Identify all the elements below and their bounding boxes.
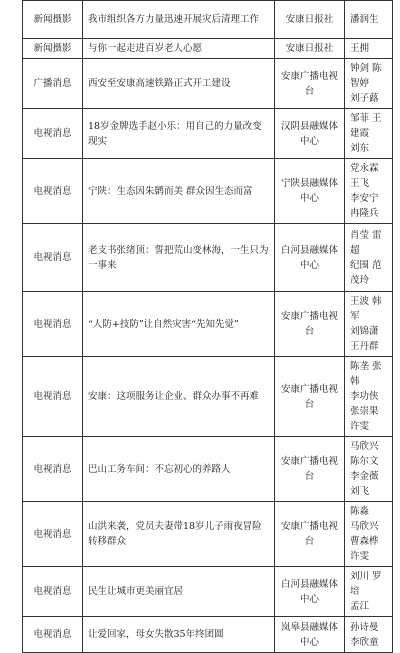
title-cell: “人防+技防”让自然灾害“先知先觉” (83, 292, 275, 357)
author-name: 李安宁 (350, 193, 379, 204)
category-cell: 电视消息 (23, 224, 83, 292)
unit-cell: 岚皋县融媒体中心 (275, 617, 345, 653)
author-name: 刘锦潇 (350, 326, 379, 337)
author-cell (345, 1, 393, 39)
category-cell: 电视消息 (23, 357, 83, 437)
title-cell: 与你一起走进百岁老人心愿 (83, 39, 275, 59)
author-name: 许雯 (350, 551, 370, 562)
category-cell: 电视消息 (23, 617, 83, 653)
category-cell: 电视消息 (23, 159, 83, 224)
author-name: 马欣兴 (350, 441, 379, 452)
author-name: 刘子蕗 (350, 93, 379, 104)
category-cell: 电视消息 (23, 437, 83, 502)
author-cell (345, 224, 393, 292)
author-cell (345, 617, 393, 653)
table-row (23, 159, 393, 224)
category-cell: 广播消息 (23, 59, 83, 109)
award-table (22, 0, 393, 653)
author-name: 曹森桦 (350, 536, 379, 547)
author-cell (345, 567, 393, 617)
unit-cell: 安康日报社 (275, 39, 345, 59)
author-name: 李金薇 (350, 471, 379, 482)
table-row (23, 292, 393, 357)
author-cell (345, 502, 393, 567)
author-cell (345, 159, 393, 224)
title-cell: 西安至安康高速铁路正式开工建设 (83, 59, 275, 109)
table-row (23, 224, 393, 292)
table-row (23, 109, 393, 159)
author-name: 刘川 罗培 (350, 571, 382, 597)
author-name: 肖莹 雷超 (350, 229, 382, 256)
title-cell: 我市组织各方力量迅速开展灾后清理工作 (83, 1, 275, 39)
category-cell: 电视消息 (23, 502, 83, 567)
author-name: 邹菲 王建霞 (350, 113, 382, 139)
table-row (23, 1, 393, 39)
author-cell (345, 437, 393, 502)
author-name: 王丹群 (350, 341, 379, 352)
title-cell: 让爱回家，母女失散35年终团圆 (83, 617, 275, 653)
category-cell: 电视消息 (23, 567, 83, 617)
unit-cell: 安康广播电视台 (275, 437, 345, 502)
unit-cell: 安康广播电视台 (275, 292, 345, 357)
author-cell (345, 109, 393, 159)
title-cell: 山洪来袭，党员夫妻带18岁儿子雨夜冒险转移群众 (83, 502, 275, 567)
table-row (23, 567, 393, 617)
author-name: 孙诗曼 (350, 621, 379, 633)
author-name: 王飞 (350, 178, 370, 189)
title-cell: 老支书张绪顶：誓把荒山变林海，一生只为一事来 (83, 224, 275, 292)
table-row (23, 502, 393, 567)
author-name: 钟剑 陈智婷 (350, 63, 382, 89)
table-row (23, 39, 393, 59)
author-name: 冉隆兵 (350, 208, 379, 219)
unit-cell: 安康广播电视台 (275, 357, 345, 437)
author-cell (345, 59, 393, 109)
table-row (23, 59, 393, 109)
unit-cell: 汉阴县融媒体中心 (275, 109, 345, 159)
unit-cell: 白河县融媒体中心 (275, 224, 345, 292)
author-cell (345, 292, 393, 357)
author-name: 李欣童 (350, 636, 379, 648)
title-cell: 安康：这项服务让企业、群众办事不再难 (83, 357, 275, 437)
author-name: 王波 韩军 (350, 296, 382, 322)
author-name: 潘润生 (350, 14, 379, 25)
unit-cell: 安康日报社 (275, 1, 345, 39)
category-cell: 电视消息 (23, 292, 83, 357)
author-cell (345, 39, 393, 59)
category-cell: 新闻摄影 (23, 39, 83, 59)
title-cell: 18岁金牌选手赵小乐：用自己的力量改变现实 (83, 109, 275, 159)
title-cell: 宁陕：生态因朱鹮而美 群众因生态而富 (83, 159, 275, 224)
unit-cell: 安康广播电视台 (275, 502, 345, 567)
table-row (23, 357, 393, 437)
author-name: 李功侠 (350, 391, 379, 402)
author-name: 陈垄 张韩 (350, 361, 382, 387)
title-cell: 巴山工务车间：不忘初心的养路人 (83, 437, 275, 502)
author-name: 党永霖 (350, 163, 379, 174)
author-name: 刘东 (350, 143, 370, 154)
author-name: 陈尔文 (350, 456, 379, 467)
author-cell (345, 357, 393, 437)
title-cell: 民生让城市更美丽宜居 (83, 567, 275, 617)
unit-cell: 宁陕县融媒体中心 (275, 159, 345, 224)
unit-cell: 安康广播电视台 (275, 59, 345, 109)
author-name: 陈淼 (350, 506, 370, 517)
author-name: 马欣兴 (350, 521, 379, 532)
author-name: 纪围 范茂玲 (350, 259, 382, 286)
table-row (23, 617, 393, 653)
category-cell: 新闻摄影 (23, 1, 83, 39)
author-name: 王拥 (350, 43, 370, 54)
author-name: 许雯 (350, 421, 370, 432)
category-cell: 电视消息 (23, 109, 83, 159)
unit-cell: 白河县融媒体中心 (275, 567, 345, 617)
author-name: 刘飞 (350, 486, 370, 497)
author-name: 张崇果 (350, 406, 379, 417)
table-row (23, 437, 393, 502)
author-name: 孟江 (350, 601, 370, 612)
award-table-body (23, 1, 393, 653)
